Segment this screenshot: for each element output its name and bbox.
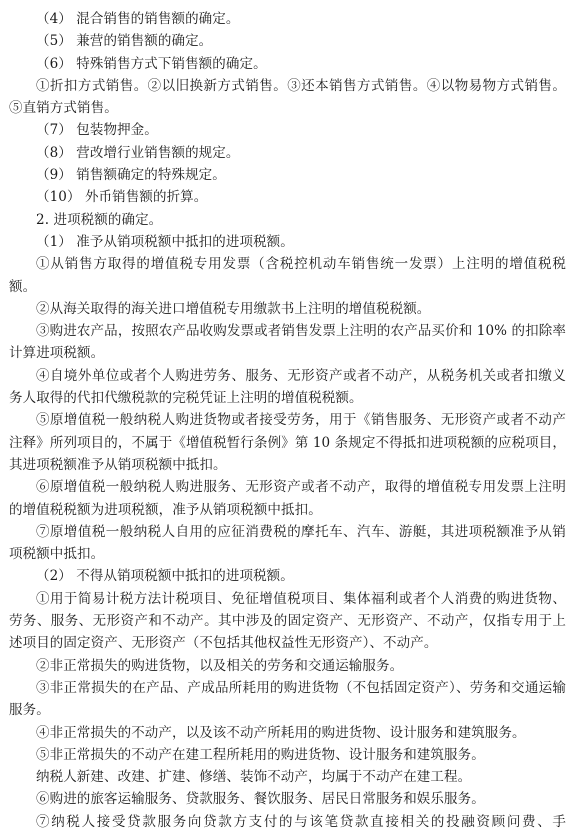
paragraph: （1） 准予从销项税额中抵扣的进项税额。 [36,233,294,250]
paragraph: ①用于简易计税方法计税项目、免征增值税项目、集体福利或者个人消费的购进货物、劳务、服务、无形资产和不动产。其中涉及的固定资产、无形资产、不动产，仅指专用于上述项目的固定资产、无形资产（不包括其他权益性无形资产）、不动产。 [9,590,566,652]
paragraph: ②非正常损失的购进货物，以及相关的劳务和交通运输服务。 [36,657,404,674]
paragraph: （6） 特殊销售方式下销售额的确定。 [36,55,267,72]
paragraph: 纳税人新建、改建、扩建、修缮、装饰不动产，均属于不动产在建工程。 [36,769,472,786]
paragraph: （7） 包装物押金。 [36,122,158,139]
paragraph: ①折扣方式销售。②以旧换新方式销售。③还本销售方式销售。④以物易物方式销售。⑤直销方式销售。 [9,77,566,117]
paragraph: 2. 进项税额的确定。 [36,211,163,228]
paragraph: （9） 销售额确定的特殊规定。 [36,167,226,184]
paragraph: ③购进农产品，按照农产品收购发票或者销售发票上注明的农产品买价和 10% 的扣除率计算进项税额。 [9,323,566,362]
paragraph: ③非正常损失的在产品、产成品所耗用的购进货物（不包括固定资产）、劳务和交通运输服务。 [9,679,566,719]
paragraph: （4） 混合销售的销售额的确定。 [36,11,240,27]
paragraph: ①从销售方取得的增值税专用发票（含税控机动车销售统一发票）上注明的增值税税额。 [9,256,566,295]
paragraph: ⑦原增值税一般纳税人自用的应征消费税的摩托车、汽车、游艇，其进项税额准予从销项税额中抵扣。 [9,523,566,563]
paragraph: （10） 外币销售额的折算。 [36,189,208,206]
paragraph: ⑥原增值税一般纳税人购进服务、无形资产或者不动产，取得的增值税专用发票上注明的增值税税额为进项税额，准予从销项税额中抵扣。 [9,479,566,518]
paragraph: ⑤原增值税一般纳税人购进货物或者接受劳务，用于《销售服务、无形资产或者不动产注释》所列项目的，不属于《增值税暂行条例》第 10 条规定不得抵扣进项税额的应税项目，其进项税额准予从销项税额中抵扣。 [9,412,566,473]
paragraph: （2） 不得从销项税额中抵扣的进项税额。 [36,568,294,585]
paragraph: ④非正常损失的不动产，以及该不动产所耗用的购进货物、设计服务和建筑服务。 [36,724,526,741]
paragraph: （8） 营改增行业销售额的规定。 [36,144,240,161]
paragraph: （5） 兼营的销售额的确定。 [36,33,213,50]
paragraph: ⑦纳税人接受贷款服务向贷款方支付的与该笔贷款直接相关的投融资顾问费、手 [36,813,566,830]
paragraph: ⑥购进的旅客运输服务、贷款服务、餐饮服务、居民日常服务和娱乐服务。 [36,791,485,808]
document-body [9,0,566,833]
paragraph: ②从海关取得的海关进口增值税专用缴款书上注明的增值税税额。 [36,300,431,317]
paragraph: ④自境外单位或者个人购进劳务、服务、无形资产或者不动产，从税务机关或者扣缴义务人取得的代扣代缴税款的完税凭证上注明的增值税税额。 [9,367,566,407]
paragraph: ⑤非正常损失的不动产在建工程所耗用的购进货物、设计服务和建筑服务。 [36,746,485,763]
